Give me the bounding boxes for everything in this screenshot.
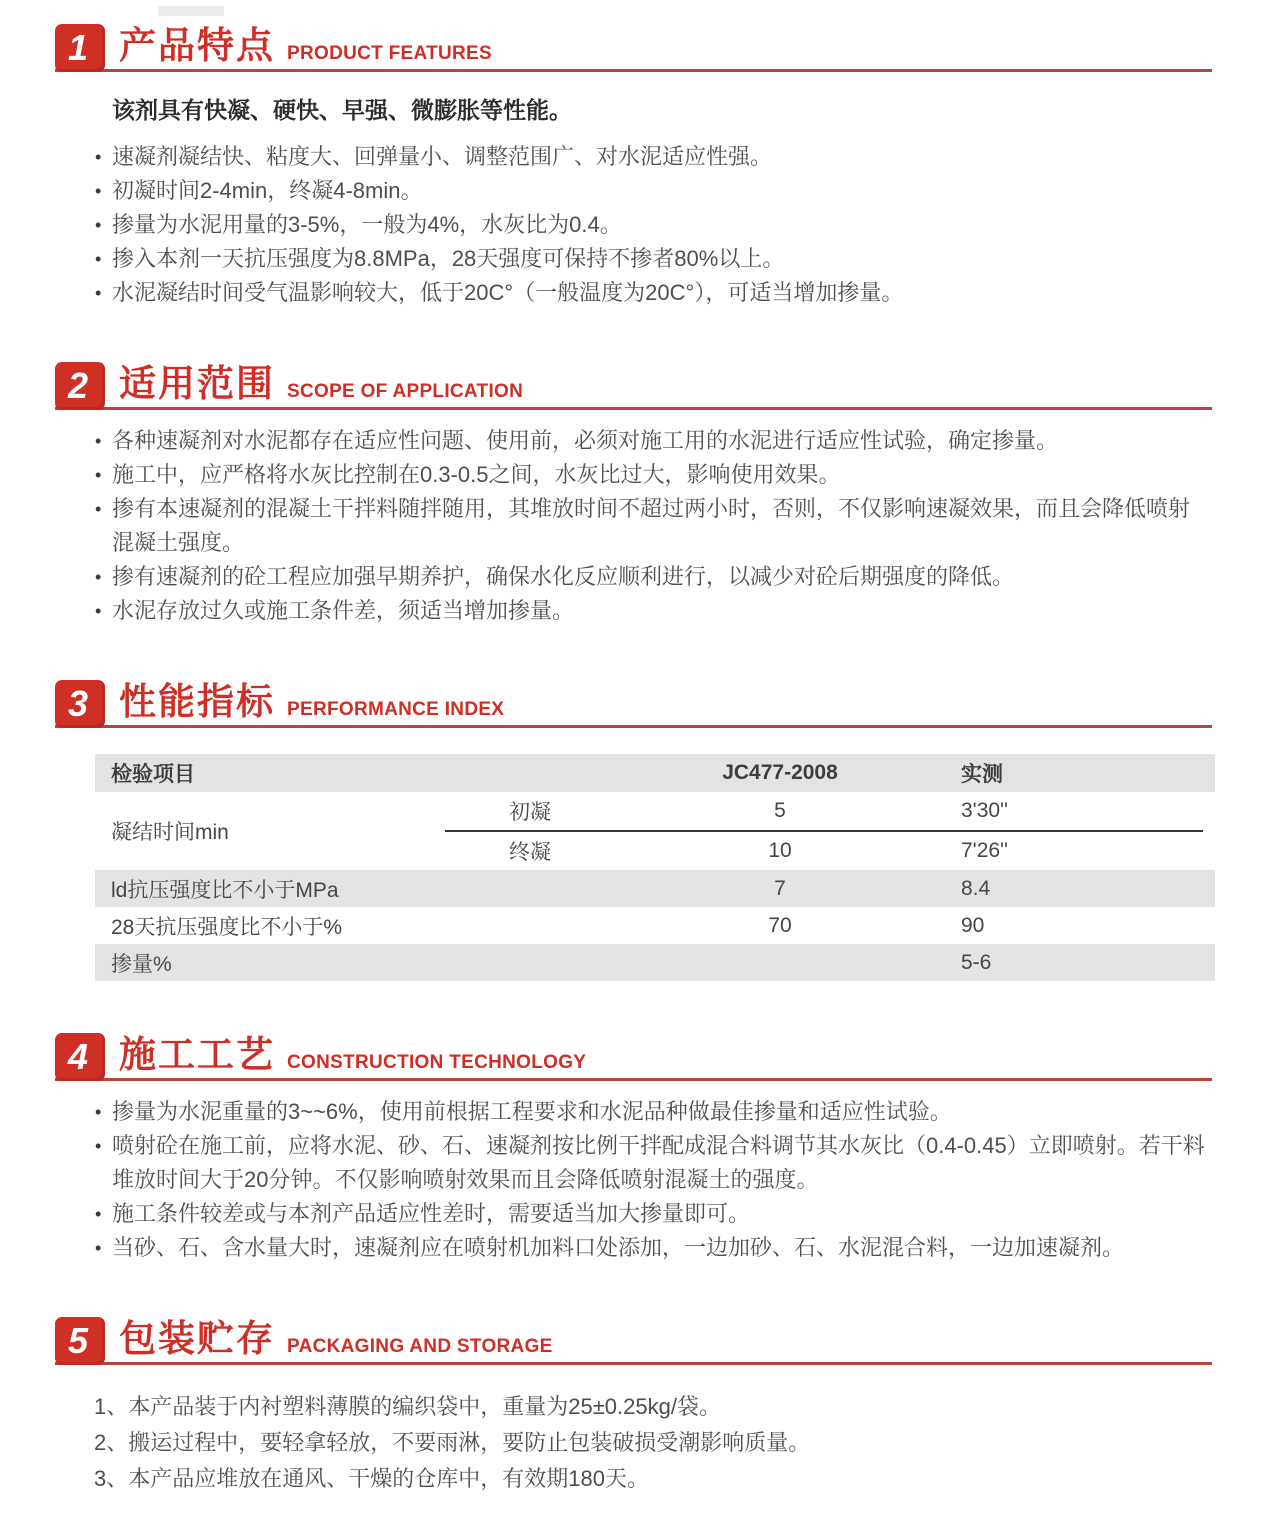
section-performance-index [0, 680, 1280, 981]
bullet-item: • 掺有速凝剂的砼工程应加强早期养护，确保水化反应顺利进行，以减少对砼后期强度的降低。 [112, 560, 1210, 594]
section-scope-of-application [0, 362, 1280, 628]
value-standard: 5 [774, 799, 786, 822]
section-number: 4 [67, 1036, 89, 1077]
section-subtitle-en: SCOPE OF APPLICATION [287, 381, 524, 402]
bullet-item: • 初凝时间2-4min，终凝4-8min。 [112, 174, 1210, 208]
performance-table [95, 754, 1215, 981]
bullet-item: • 施工条件较差或与本剂产品适应性差时，需要适当加大掺量即可。 [112, 1197, 1210, 1231]
bullet-list [112, 140, 1210, 310]
sub-label-final-set: 终凝 [509, 841, 551, 864]
row-label: ld抗压强度比不小于MPa [111, 878, 339, 902]
section-subtitle-en: CONSTRUCTION TECHNOLOGY [287, 1052, 587, 1073]
bullet-item: • 喷射砼在施工前，应将水泥、砂、石、速凝剂按比例干拌配成混合料调节其水灰比（0.4-0.45）立即喷射。若干料堆放时间大于20分钟。不仅影响喷射效果而且会降低喷射混凝土的强度。 [112, 1129, 1210, 1197]
header-test-item: 检验项目 [111, 763, 195, 786]
section-title: 性能指标 [119, 681, 275, 722]
section-titles [119, 683, 504, 725]
section-product-features [0, 24, 1280, 310]
section-construction-technology [0, 1033, 1280, 1265]
table-row [445, 792, 1215, 830]
section-titles [119, 27, 492, 69]
table-row [445, 832, 1215, 870]
setting-time-rows [445, 792, 1215, 870]
bullet-list [112, 1095, 1210, 1265]
section-header [55, 362, 1212, 410]
row-label: 28天抗压强度比不小于% [111, 915, 343, 939]
bullet-item: • 掺量为水泥用量的3-5%，一般为4%，水灰比为0.4。 [112, 208, 1210, 242]
section-header [55, 1317, 1212, 1365]
section-number-badge [55, 362, 105, 410]
section-title: 产品特点 [119, 25, 275, 66]
section-intro: 该剂具有快凝、硬快、早强、微膨胀等性能。 [112, 97, 572, 123]
value-standard: 70 [768, 913, 792, 937]
table-row [95, 870, 1215, 907]
bullet-item: • 速凝剂凝结快、粘度大、回弹量小、调整范围广、对水泥适应性强。 [112, 140, 1210, 174]
section-header [55, 1033, 1212, 1081]
numbered-list [94, 1389, 1210, 1497]
bullet-item: • 各种速凝剂对水泥都存在适应性问题、使用前，必须对施工用的水泥进行适应性试验，确定掺量。 [112, 424, 1210, 458]
bullet-item: • 施工中，应严格将水灰比控制在0.3-0.5之间，水灰比过大，影响使用效果。 [112, 458, 1210, 492]
table-row [95, 944, 1215, 981]
bullet-item: • 掺量为水泥重量的3~~6%，使用前根据工程要求和水泥品种做最佳掺量和适应性试验。 [112, 1095, 1210, 1129]
scan-artifact [158, 6, 224, 16]
value-standard: 10 [768, 839, 792, 862]
header-standard: JC477-2008 [722, 761, 838, 784]
section-title: 包装贮存 [119, 1318, 275, 1359]
section-titles [119, 365, 523, 407]
section-number-badge [55, 24, 105, 72]
value-measured: 3'30'' [961, 799, 1009, 822]
section-subtitle-en: PACKAGING AND STORAGE [287, 1336, 553, 1357]
table-row [95, 907, 1215, 944]
value-measured: 8.4 [961, 876, 991, 900]
section-number-badge [55, 1317, 105, 1365]
section-number: 1 [67, 27, 89, 68]
bullet-item: • 当砂、石、含水量大时，速凝剂应在喷射机加料口处添加，一边加砂、石、水泥混合料，一边加速凝剂。 [112, 1231, 1210, 1265]
bullet-list [112, 424, 1210, 628]
bullet-item: • 水泥凝结时间受气温影响较大，低于20C°（一般温度为20C°），可适当增加掺量。 [112, 276, 1210, 310]
section-number: 2 [67, 365, 89, 406]
bullet-item: • 掺有本速凝剂的混凝土干拌料随拌随用，其堆放时间不超过两小时，否则，不仅影响速凝效果，而且会降低喷射混凝土强度。 [112, 492, 1210, 560]
section-subtitle-en: PERFORMANCE INDEX [287, 699, 505, 720]
value-measured: 7'26'' [961, 839, 1009, 862]
section-header [55, 24, 1212, 72]
section-title: 适用范围 [119, 363, 275, 404]
section-title: 施工工艺 [119, 1034, 275, 1075]
section-header [55, 680, 1212, 728]
header-measured: 实测 [961, 763, 1003, 786]
bullet-item: • 水泥存放过久或施工条件差，须适当增加掺量。 [112, 594, 1210, 628]
bullet-item: • 掺入本剂一天抗压强度为8.8MPa，28天强度可保持不掺者80%以上。 [112, 242, 1210, 276]
sub-label-initial-set: 初凝 [509, 801, 551, 824]
row-label: 掺量% [111, 952, 172, 976]
section-number: 5 [67, 1320, 89, 1361]
section-number: 3 [67, 683, 89, 724]
numbered-item: 3、本产品应堆放在通风、干燥的仓库中，有效期180天。 [94, 1466, 649, 1491]
numbered-item: 1、本产品装于内衬塑料薄膜的编织袋中，重量为25±0.25kg/袋。 [94, 1394, 721, 1419]
value-measured: 5-6 [961, 950, 992, 974]
setting-time-group [95, 792, 1215, 870]
section-subtitle-en: PRODUCT FEATURES [287, 43, 493, 64]
value-standard: 7 [774, 876, 786, 900]
table-header-row [95, 754, 1215, 792]
section-titles [119, 1036, 586, 1078]
section-number-badge [55, 680, 105, 728]
section-packaging-storage [0, 1317, 1280, 1497]
value-measured: 90 [961, 913, 985, 937]
section-titles [119, 1320, 553, 1362]
setting-time-label: 凝结时间min [111, 821, 229, 844]
numbered-item: 2、搬运过程中，要轻拿轻放，不要雨淋，要防止包装破损受潮影响质量。 [94, 1430, 811, 1455]
section-number-badge [55, 1033, 105, 1081]
